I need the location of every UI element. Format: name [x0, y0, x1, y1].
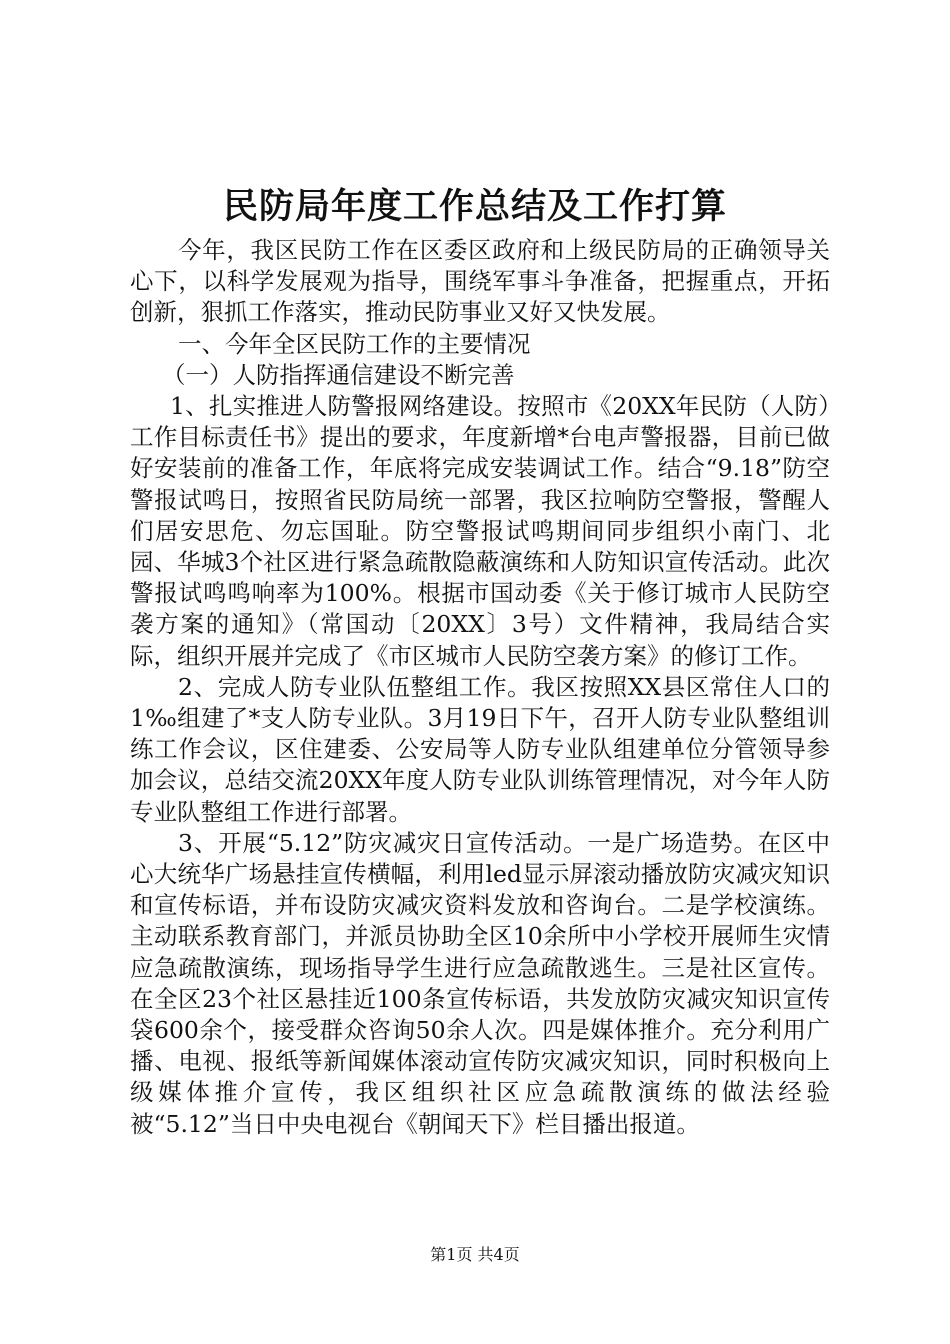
section-heading-1: 一、今年全区民防工作的主要情况	[178, 329, 531, 358]
document-body	[130, 235, 830, 1140]
item-paragraph-3: 3、开展“5.12”防灾减灾日宣传活动。一是广场造势。在区中心大统华广场悬挂宣传横幅，利用led显示屏滚动播放防灾减灾知识和宣传标语，并布设防灾减灾资料发放和咨询台。二是学校演练。主动联系教育部门，并派员协助全区10余所中小学校开展师生灾情应急疏散演练，现场指导学生进行应急疏散逃生。三是社区宣传。在全区23个社区悬挂近100条宣传标语，共发放防灾减灾知识宣传袋600余个，接受群众咨询50余人次。四是媒体推介。充分利用广播、电视、报纸等新闻媒体滚动宣传防灾减灾知识，同时积极向上级媒体推介宣传，我区组织社区应急疏散演练的做法经验被“5.12”当日中央电视台《朝闻天下》栏目播出报道。	[130, 828, 830, 1138]
page-footer: 第1页 共4页	[430, 1245, 520, 1264]
document-title: 民防局年度工作总结及工作打算	[222, 186, 727, 227]
item-paragraph-2: 2、完成人防专业队伍整组工作。我区按照XX县区常住人口的1‰组建了*支人防专业队。3月19日下午，召开人防专业队整组训练工作会议，区住建委、公安局等人防专业队组建单位分管领导参加会议，总结交流20XX年度人防专业队训练管理情况，对今年人防专业队整组工作进行部署。	[130, 672, 830, 826]
subsection-heading-1: （一）人防指挥通信建设不断完善	[162, 360, 515, 389]
intro-paragraph: 今年，我区民防工作在区委区政府和上级民防局的正确领导关心下，以科学发展观为指导，围绕军事斗争准备，把握重点，开拓创新，狠抓工作落实，推动民防事业又好又快发展。	[130, 236, 830, 327]
item-paragraph-1: 1、扎实推进人防警报网络建设。按照市《20XX年民防（人防）工作目标责任书》提出的要求，年度新增*台电声警报器，目前已做好安装前的准备工作，年底将完成安装调试工作。结合“9.18”防空警报试鸣日，按照省民防局统一部署，我区拉响防空警报，警醒人们居安思危、勿忘国耻。防空警报试鸣期间同步组织小南门、北园、华城3个社区进行紧急疏散隐蔽演练和人防知识宣传活动。此次警报试鸣鸣响率为100%。根据市国动委《关于修订城市人民防空袭方案的通知》（常国动〔20XX〕3号）文件精神，我局结合实际，组织开展并完成了《市区城市人民防空袭方案》的修订工作。	[130, 392, 830, 670]
